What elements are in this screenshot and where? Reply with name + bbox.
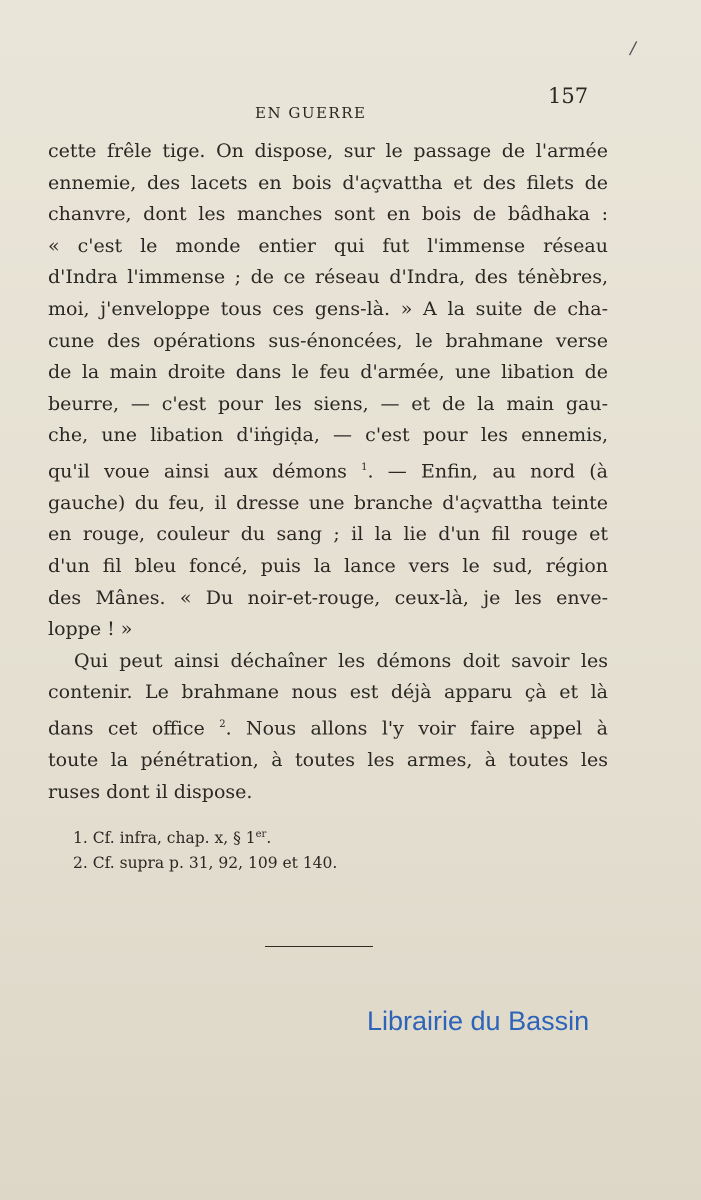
paragraph-start-line: Qui peut ainsi déchaîner les démons doit savoir les xyxy=(74,649,608,672)
text-line: de la main droite dans le feu d'armée, une libation de xyxy=(48,361,608,384)
text-line: ruses dont il dispose. xyxy=(48,780,253,803)
body-text xyxy=(48,136,608,808)
footnote-text: 1. Cf. infra, chap. x, § 1 xyxy=(73,829,256,848)
footnote-end: . xyxy=(266,829,272,848)
footnote-superscript: er xyxy=(255,829,267,840)
text-fragment: . — Enfin, au nord (à xyxy=(367,460,608,483)
text-line xyxy=(48,709,608,745)
text-line: che, une libation d'iṅgiḍa, — c'est pour les ennemis, xyxy=(48,424,608,447)
text-line: beurre, — c'est pour les siens, — et de la main gau- xyxy=(48,392,608,415)
text-line: ennemie, des lacets en bois d'açvattha et des filets de xyxy=(48,171,608,194)
text-line: moi, j'enveloppe tous ces gens-là. » A la suite de cha- xyxy=(48,297,608,320)
footnote-ref-2: 2 xyxy=(219,719,226,731)
text-fragment: . Nous allons l'y voir faire appel à xyxy=(225,717,608,740)
end-rule xyxy=(265,946,373,947)
text-line: des Mânes. « Du noir-et-rouge, ceux-là, je les enve- xyxy=(48,586,608,609)
footnote-ref-1: 1 xyxy=(361,461,368,473)
running-head: EN GUERRE xyxy=(255,104,367,122)
text-line: toute la pénétration, à toutes les armes, à toutes les xyxy=(48,748,608,771)
text-line: chanvre, dont les manches sont en bois de bâdhaka : xyxy=(48,203,608,226)
text-fragment: dans cet office xyxy=(48,717,205,740)
text-line: loppe ! » xyxy=(48,618,133,641)
text-line: contenir. Le brahmane nous est déjà apparu çà et là xyxy=(48,681,608,704)
watermark: Librairie du Bassin xyxy=(367,1006,590,1036)
text-line: « c'est le monde entier qui fut l'immense réseau xyxy=(48,234,608,257)
page-number: 157 xyxy=(548,84,589,108)
text-line xyxy=(48,452,608,488)
pencil-mark: / xyxy=(628,37,638,60)
text-line: cette frêle tige. On dispose, sur le passage de l'armée xyxy=(48,140,608,162)
text-fragment: qu'il voue ainsi aux démons xyxy=(48,460,347,483)
text-line: d'Indra l'immense ; de ce réseau d'Indra, des ténèbres, xyxy=(48,266,608,289)
footnotes xyxy=(73,822,337,876)
text-line: cune des opérations sus-énoncées, le brahmane verse xyxy=(48,329,608,352)
text-line: en rouge, couleur du sang ; il la lie d'un fil rouge et xyxy=(48,523,608,546)
footnote-1 xyxy=(73,822,337,851)
text-line: d'un fil bleu foncé, puis la lance vers le sud, région xyxy=(48,555,608,578)
text-line: gauche) du feu, il dresse une branche d'açvattha teinte xyxy=(48,491,608,514)
footnote-2: 2. Cf. supra p. 31, 92, 109 et 140. xyxy=(73,854,338,873)
